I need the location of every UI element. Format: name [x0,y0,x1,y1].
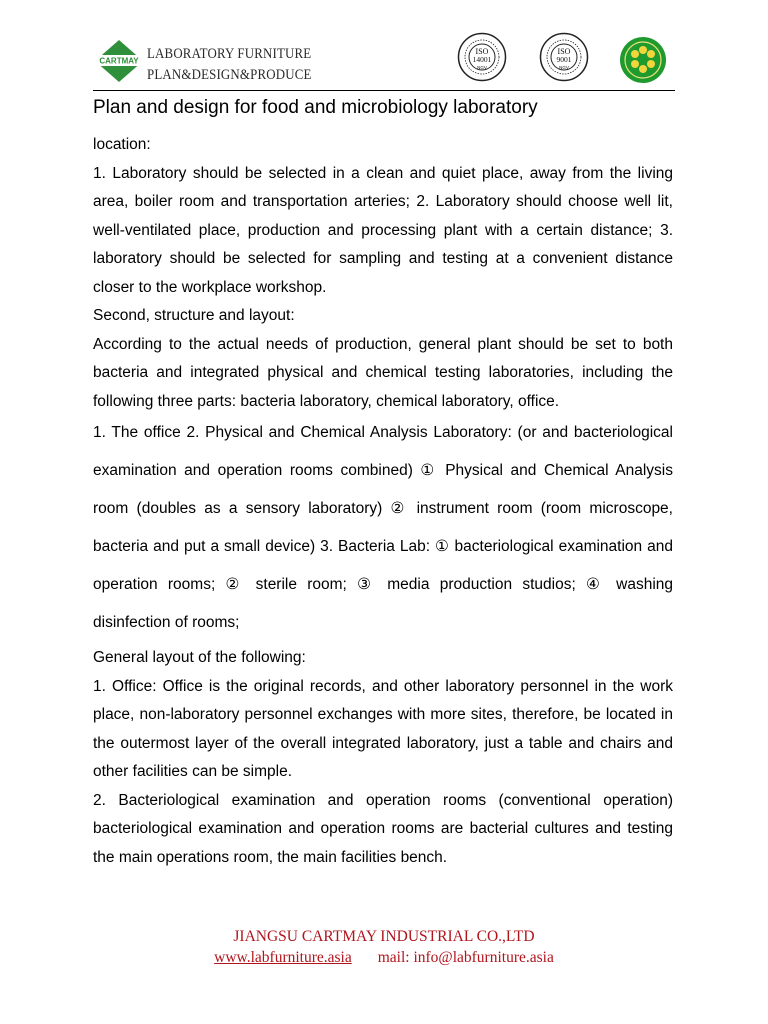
page-footer [0,926,768,968]
tagline-line1: LABORATORY FURNITURE [147,46,312,62]
footer-website-link[interactable]: www.labfurniture.asia [214,949,352,966]
paragraph-structure-heading: Second, structure and layout: [93,307,295,324]
svg-text:9001: 9001 [556,55,572,64]
tagline-line2: PLAN&DESIGN&PRODUCE [147,67,312,83]
paragraph-location-heading: location: [93,136,151,153]
document-title: Plan and design for food and microbiology laboratory [93,97,538,118]
footer-company: JIANGSU CARTMAY INDUSTRIAL CO.,LTD [233,928,535,945]
iso-14001-seal [457,32,507,82]
svg-text:NGV: NGV [477,65,487,70]
paragraph-office: 1. Office: Office is the original records, and other laboratory personnel in the work place, non-laboratory personnel exchanges with more sites, therefore, be located in the outermost layer of the overall integrated laboratory, just a table and chairs and other facilities can be simple. [93,677,673,780]
paragraph-structure-details: According to the actual needs of production, general plant should be set to both bacteria and integrated physical and chemical testing laboratories, including the following three parts: bacteria laboratory, chemical laboratory, office. [93,335,673,410]
svg-text:14001: 14001 [472,55,492,64]
document-body [93,131,673,872]
svg-text:NGV: NGV [559,65,569,70]
cartmay-logo [93,38,145,84]
environmental-label-icon [616,36,670,84]
footer-email[interactable]: mail: info@labfurniture.asia [377,949,554,966]
page-header [93,28,675,91]
svg-text:ISO: ISO [475,47,489,56]
company-tagline [147,44,312,86]
paragraph-bacteriological-rooms: 2. Bacteriological examination and operation rooms (conventional operation) bacteriological examination and operation rooms are bacterial cultures and testing the main operations room, the main facilities bench. [93,791,673,866]
svg-text:ISO: ISO [557,47,571,56]
paragraph-room-list: 1. The office 2. Physical and Chemical Analysis Laboratory: (or and bacteriological examination and operation rooms combined) ① Physical and Chemical Analysis room (doubles as a sensory laboratory) ② instrument room (room microscope, bacteria and put a small device) 3. Bacteria Lab: ① bacteriological examination and operation rooms; ② sterile room; ③ media production studios; ④ washing disinfection of rooms; [93,424,673,631]
logo-text: CARTMAY [99,56,139,66]
paragraph-location-details: 1. Laboratory should be selected in a clean and quiet place, away from the living area, boiler room and transportation arteries; 2. Laboratory should choose well lit, well-ventilated place, production and processing plant with a certain distance; 3. laboratory should be selected for sampling and testing at a convenient distance closer to the workplace workshop. [93,164,673,296]
iso-9001-seal [539,32,589,82]
paragraph-layout-heading: General layout of the following: [93,649,306,666]
